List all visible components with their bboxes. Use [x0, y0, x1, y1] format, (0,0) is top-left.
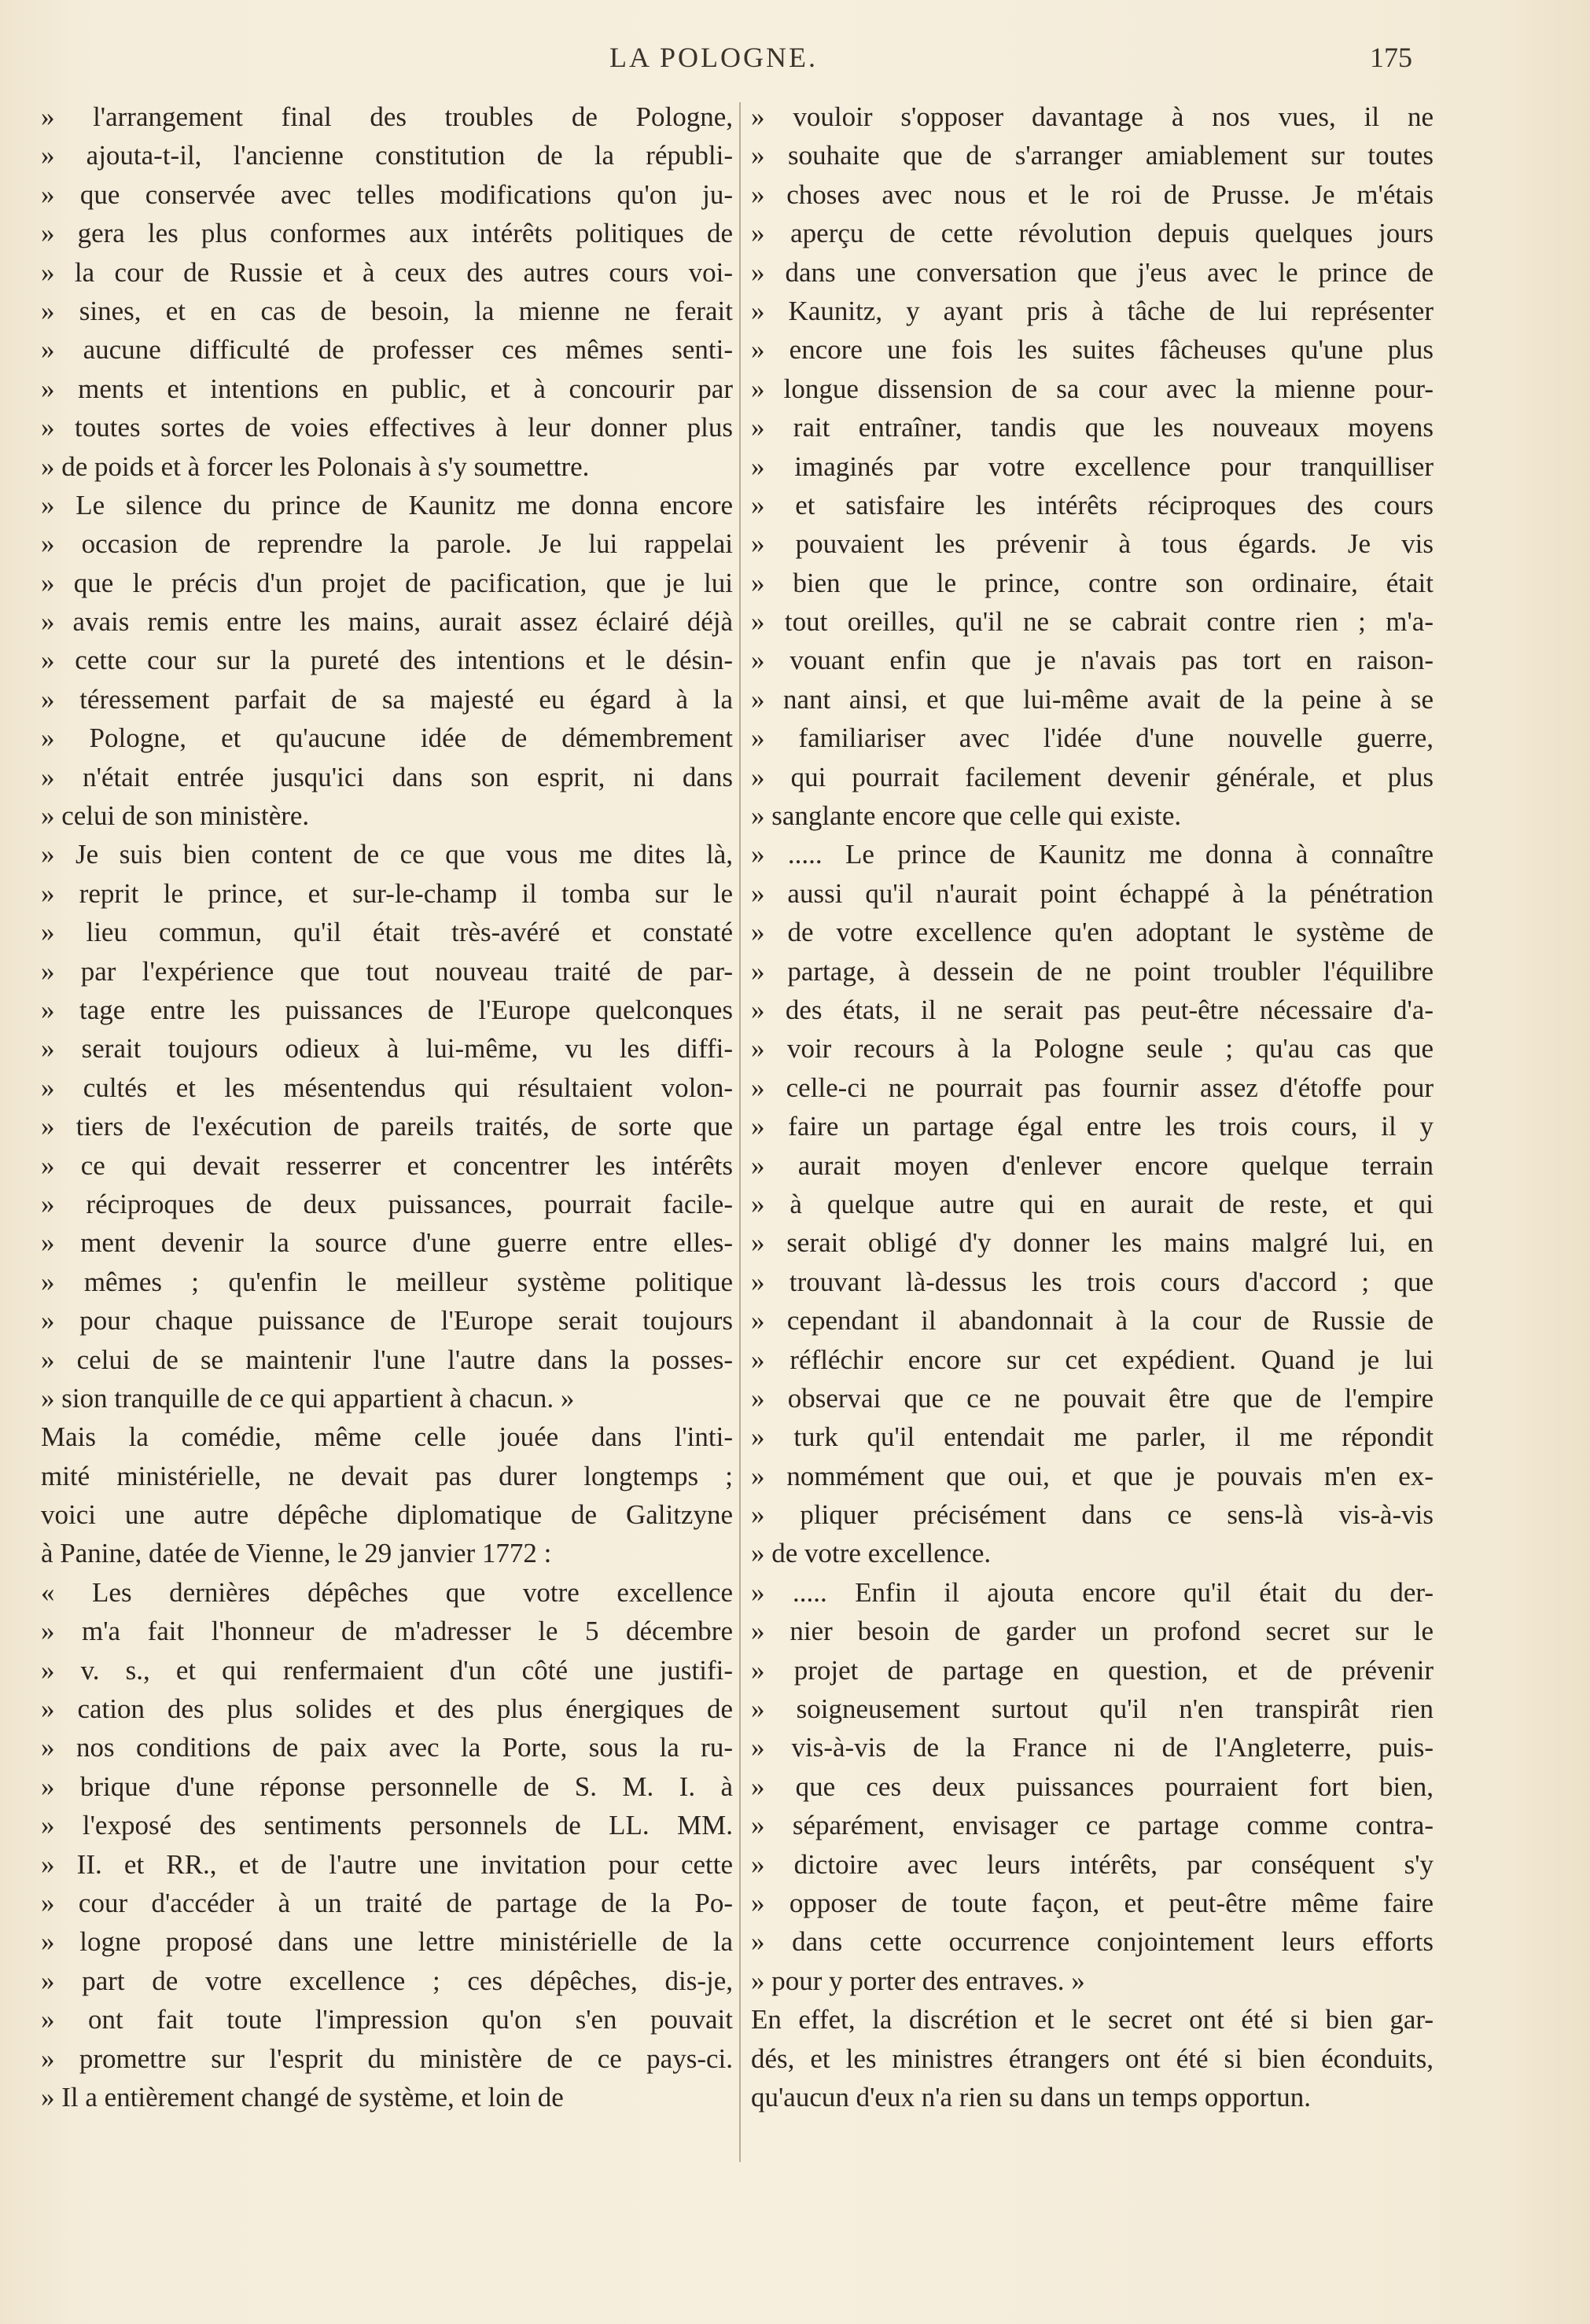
column-divider [739, 102, 741, 2162]
text-line: » aperçu de cette révolution depuis quelques jours [751, 218, 1434, 249]
text-line: » Kaunitz, y ayant pris à tâche de lui représenter [751, 295, 1434, 326]
text-line: » cependant il abandonnait à la cour de Russie de [751, 1305, 1434, 1337]
text-line: » rait entraîner, tandis que les nouveaux moyens [751, 412, 1434, 443]
text-line: » sion tranquille de ce qui appartient à chacun. » [41, 1382, 575, 1414]
text-line: » mêmes ; qu'enfin le meilleur système politique [41, 1266, 733, 1297]
text-line: » opposer de toute façon, et peut-être même faire [751, 1887, 1434, 1918]
text-line: » nommément que oui, et que je pouvais m'en ex- [751, 1460, 1434, 1491]
text-line: » II. et RR., et de l'autre une invitation pour cette [41, 1848, 733, 1880]
text-line: » pour y porter des entraves. » [751, 1965, 1085, 1996]
text-line: » séparément, envisager ce partage comme contra- [751, 1810, 1434, 1841]
text-line: » de votre excellence qu'en adoptant le système de [751, 917, 1434, 948]
text-line: » lieu commun, qu'il était très-avéré et constaté [41, 917, 733, 948]
text-line: » Je suis bien content de ce que vous me dites là, [41, 839, 733, 870]
text-line: » projet de partage en question, et de prévenir [751, 1654, 1434, 1686]
running-title: LA POLOGNE. [609, 42, 818, 73]
text-line: dés, et les ministres étrangers ont été si bien éconduits, [751, 2043, 1434, 2074]
text-line: » occasion de reprendre la parole. Je lui rappelai [41, 528, 733, 560]
text-line: » celle-ci ne pourrait pas fournir assez d'étoffe pour [751, 1072, 1434, 1103]
text-line: » à quelque autre qui en aurait de reste, et qui [751, 1188, 1434, 1219]
text-line: » faire un partage égal entre les trois cours, il y [751, 1111, 1434, 1142]
text-line: » Pologne, et qu'aucune idée de démembrement [41, 723, 733, 754]
text-line: » ments et intentions en public, et à concourir par [41, 373, 733, 404]
text-line: En effet, la discrétion et le secret ont été si bien gar- [751, 2004, 1434, 2035]
text-line: » dans cette occurrence conjointement leurs efforts [751, 1926, 1434, 1958]
text-line: » reprit le prince, et sur-le-champ il tomba sur le [41, 877, 733, 909]
text-line: » trouvant là-dessus les trois cours d'accord ; que [751, 1266, 1434, 1297]
text-line: » pouvaient les prévenir à tous égards. Je vis [751, 528, 1434, 560]
text-line: » vis-à-vis de la France ni de l'Angleterre, puis- [751, 1732, 1434, 1763]
text-line: » m'a fait l'honneur de m'adresser le 5 décembre [41, 1616, 733, 1647]
text-line: » téressement parfait de sa majesté eu égard à la [41, 683, 733, 715]
text-line: » cation des plus solides et des plus énergiques de [41, 1693, 733, 1725]
text-line: » cour d'accéder à un traité de partage de la Po- [41, 1887, 733, 1918]
text-line: » pliquer précisément dans ce sens-là vis-à-vis [751, 1499, 1434, 1531]
text-line: » n'était entrée jusqu'ici dans son esprit, ni dans [41, 761, 733, 792]
text-line: » ment devenir la source d'une guerre entre elles- [41, 1227, 733, 1259]
text-line: » la cour de Russie et à ceux des autres cours voi- [41, 256, 733, 288]
left-column [41, 97, 733, 2116]
text-line: » serait toujours odieux à lui-même, vu les diffi- [41, 1033, 733, 1065]
text-line: » ajouta-t-il, l'ancienne constitution de la républi- [41, 140, 733, 171]
text-line: qu'aucun d'eux n'a rien su dans un temps opportun. [751, 2081, 1311, 2113]
text-line: » cette cour sur la pureté des intentions et le désin- [41, 645, 733, 676]
text-line: » réciproques de deux puissances, pourrait facile- [41, 1188, 733, 1219]
text-line: » cultés et les mésentendus qui résultaient volon- [41, 1072, 733, 1103]
text-line: » aucune difficulté de professer ces mêmes senti- [41, 334, 733, 366]
text-line: » longue dissension de sa cour avec la mienne pour- [751, 373, 1434, 404]
text-line: mité ministérielle, ne devait pas durer longtemps ; [41, 1460, 733, 1491]
text-line: » choses avec nous et le roi de Prusse. Je m'étais [751, 178, 1434, 210]
text-line: » voir recours à la Pologne seule ; qu'au cas que [751, 1033, 1434, 1065]
text-line: à Panine, datée de Vienne, le 29 janvier 1772 : [41, 1538, 552, 1569]
text-line: Mais la comédie, même celle jouée dans l'inti- [41, 1421, 733, 1453]
text-line: » de votre excellence. [751, 1538, 992, 1569]
text-line: » ce qui devait resserrer et concentrer les intérêts [41, 1149, 733, 1181]
text-line: » gera les plus conformes aux intérêts politiques de [41, 218, 733, 249]
text-line: » logne proposé dans une lettre ministérielle de la [41, 1926, 733, 1958]
text-line: » observai que ce ne pouvait être que de l'empire [751, 1382, 1434, 1414]
text-line: voici une autre dépêche diplomatique de Galitzyne [41, 1499, 733, 1531]
text-line: » toutes sortes de voies effectives à leur donner plus [41, 412, 733, 443]
text-line: » dans une conversation que j'eus avec le prince de [751, 256, 1434, 288]
text-line: » partage, à dessein de ne point troubler l'équilibre [751, 955, 1434, 987]
text-line: » vouant enfin que je n'avais pas tort en raison- [751, 645, 1434, 676]
text-line: » ..... Le prince de Kaunitz me donna à connaître [751, 839, 1434, 870]
page-number: 175 [1370, 42, 1412, 73]
text-line: » tage entre les puissances de l'Europe quelconques [41, 994, 733, 1025]
text-line: » nier besoin de garder un profond secret sur le [751, 1616, 1434, 1647]
text-line: » dictoire avec leurs intérêts, par conséquent s'y [751, 1848, 1434, 1880]
text-line: » tiers de l'exécution de pareils traités, de sorte que [41, 1111, 733, 1142]
text-line: » sines, et en cas de besoin, la mienne ne ferait [41, 295, 733, 326]
text-line: » aussi qu'il n'aurait point échappé à la pénétration [751, 877, 1434, 909]
right-column [751, 97, 1434, 2116]
text-line: » encore une fois les suites fâcheuses qu'une plus [751, 334, 1434, 366]
text-line: » celui de se maintenir l'une l'autre dans la posses- [41, 1344, 733, 1375]
text-line: » part de votre excellence ; ces dépêches, dis-je, [41, 1965, 733, 1996]
text-line: » v. s., et qui renfermaient d'un côté une justifi- [41, 1654, 733, 1686]
text-line: » Il a entièrement changé de système, et loin de [41, 2081, 564, 2113]
text-line: » brique d'une réponse personnelle de S. M. I. à [41, 1771, 733, 1802]
text-line: » que ces deux puissances pourraient fort bien, [751, 1771, 1434, 1802]
text-line: » promettre sur l'esprit du ministère de ce pays-ci. [41, 2043, 733, 2074]
text-line: » de poids et à forcer les Polonais à s'y soumettre. [41, 450, 590, 482]
text-line: » l'exposé des sentiments personnels de LL. MM. [41, 1810, 733, 1841]
text-line: » des états, il ne serait pas peut-être nécessaire d'a- [751, 994, 1434, 1025]
text-line: » turk qu'il entendait me parler, il me répondit [751, 1421, 1434, 1453]
text-line: » bien que le prince, contre son ordinaire, était [751, 567, 1434, 598]
text-line: « Les dernières dépêches que votre excellence [41, 1576, 733, 1608]
text-line: » réfléchir encore sur cet expédient. Quand je lui [751, 1344, 1434, 1375]
text-line: » et satisfaire les intérêts réciproques des cours [751, 489, 1434, 520]
text-line: » par l'expérience que tout nouveau traité de par- [41, 955, 733, 987]
text-line: » imaginés par votre excellence pour tranquilliser [751, 450, 1434, 482]
text-line: » pour chaque puissance de l'Europe serait toujours [41, 1305, 733, 1337]
text-line: » ..... Enfin il ajouta encore qu'il était du der- [751, 1576, 1434, 1608]
text-line: » vouloir s'opposer davantage à nos vues, il ne [751, 101, 1434, 132]
text-line: » Le silence du prince de Kaunitz me donna encore [41, 489, 733, 520]
text-line: » que le précis d'un projet de pacification, que je lui [41, 567, 733, 598]
text-line: » soigneusement surtout qu'il n'en transpirât rien [751, 1693, 1434, 1725]
text-line: » nant ainsi, et que lui-même avait de la peine à se [751, 683, 1434, 715]
text-line: » avais remis entre les mains, aurait assez éclairé déjà [41, 606, 733, 638]
text-line: » familiariser avec l'idée d'une nouvelle guerre, [751, 723, 1434, 754]
text-line: » que conservée avec telles modifications qu'on ju- [41, 178, 733, 210]
text-line: » nos conditions de paix avec la Porte, sous la ru- [41, 1732, 733, 1763]
page-header [0, 41, 1590, 80]
text-line: » aurait moyen d'enlever encore quelque terrain [751, 1149, 1434, 1181]
text-line: » qui pourrait facilement devenir générale, et plus [751, 761, 1434, 792]
text-line: » celui de son ministère. [41, 800, 310, 832]
text-line: » serait obligé d'y donner les mains malgré lui, en [751, 1227, 1434, 1259]
text-line: » sanglante encore que celle qui existe. [751, 800, 1182, 832]
text-line: » tout oreilles, qu'il ne se cabrait contre rien ; m'a- [751, 606, 1434, 638]
text-line: » souhaite que de s'arranger amiablement sur toutes [751, 140, 1434, 171]
text-line: » l'arrangement final des troubles de Pologne, [41, 101, 733, 132]
text-line: » ont fait toute l'impression qu'on s'en pouvait [41, 2004, 733, 2035]
